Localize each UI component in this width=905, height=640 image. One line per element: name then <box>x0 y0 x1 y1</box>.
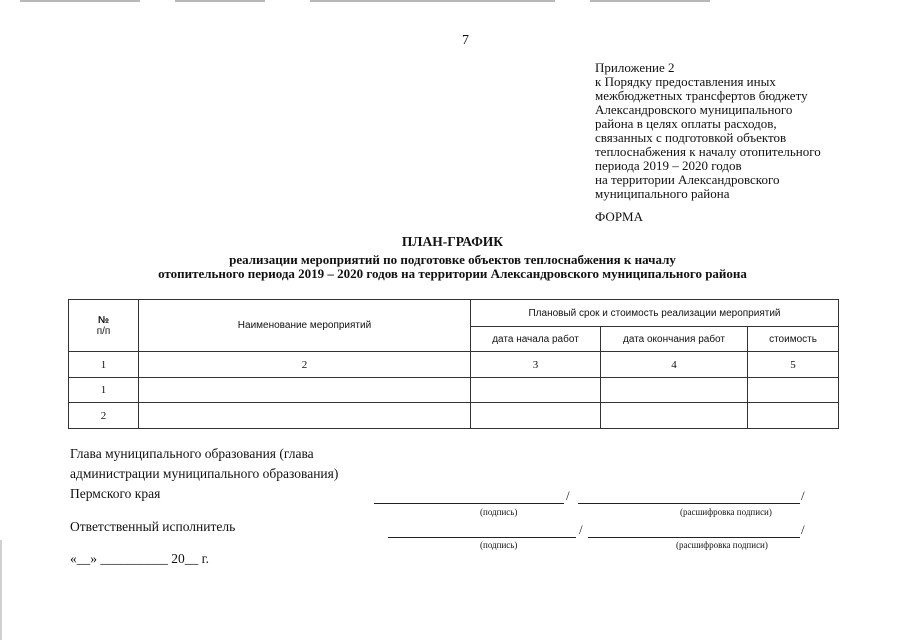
row-start-cell <box>471 403 601 429</box>
head-decoding-line <box>578 503 800 504</box>
row-end-cell <box>601 378 748 403</box>
appendix-line: Александровского муниципального <box>595 102 793 117</box>
scan-top-line <box>20 0 140 2</box>
form-label: ФОРМА <box>595 209 643 224</box>
subtitle-line-1: реализации мероприятий по подготовке объектов теплоснабжения к началу <box>229 252 676 267</box>
head-decoding-slash: / <box>801 488 805 503</box>
executor-signature-line <box>388 537 576 538</box>
header-num-symbol: № <box>97 314 110 326</box>
head-signatory-line-3: Пермского края <box>70 486 161 501</box>
appendix-line: Приложение 2 <box>595 60 675 75</box>
row-cost-cell <box>748 403 839 429</box>
table-index-row <box>69 352 839 378</box>
row-num-cell: 1 <box>69 378 139 403</box>
index-cell: 2 <box>139 352 471 378</box>
scan-top-line <box>175 0 265 2</box>
subtitle-line-2: отопительного периода 2019 – 2020 годов на территории Александровского муниципального района <box>158 266 747 281</box>
head-signatory-line-1: Глава муниципального образования (глава <box>70 446 314 461</box>
head-signature-line <box>374 503 564 504</box>
head-decoding-caption: (расшифровка подписи) <box>680 507 772 517</box>
appendix-line: района в целях оплаты расходов, <box>595 116 777 131</box>
row-name-cell <box>139 378 471 403</box>
table-row <box>69 403 839 429</box>
header-end-cell: дата окончания работ <box>601 327 748 352</box>
appendix-line: межбюджетных трансфертов бюджету <box>595 88 808 103</box>
header-cost-cell: стоимость <box>748 327 839 352</box>
index-cell: 3 <box>471 352 601 378</box>
scan-left-edge <box>0 540 2 640</box>
appendix-line: к Порядку предоставления иных <box>595 74 776 89</box>
executor-signature-caption: (подпись) <box>480 540 518 550</box>
appendix-line: теплоснабжения к началу отопительного <box>595 144 821 159</box>
scan-top-line <box>590 0 710 2</box>
row-start-cell <box>471 378 601 403</box>
header-start-cell: дата начала работ <box>471 327 601 352</box>
row-end-cell <box>601 403 748 429</box>
index-cell: 5 <box>748 352 839 378</box>
head-signature-slash: / <box>566 488 570 503</box>
appendix-line: периода 2019 – 2020 годов <box>595 158 742 173</box>
document-subtitle <box>0 253 905 281</box>
head-signature-caption: (подпись) <box>480 507 518 517</box>
date-line: «__» __________ 20__ г. <box>70 551 210 566</box>
row-name-cell <box>139 403 471 429</box>
table-row <box>69 378 839 403</box>
row-num-cell: 2 <box>69 403 139 429</box>
executor-decoding-caption: (расшифровка подписи) <box>676 540 768 550</box>
header-num-label: п/п <box>96 325 111 337</box>
header-group-cell: Плановый срок и стоимость реализации мероприятий <box>471 300 839 327</box>
head-signatory <box>70 444 338 504</box>
table-header-row <box>69 300 839 327</box>
plan-schedule-table <box>68 299 839 429</box>
appendix-line: на территории Александровского <box>595 172 780 187</box>
executor-decoding-line <box>588 537 800 538</box>
header-name-cell: Наименование мероприятий <box>139 300 471 352</box>
appendix-block <box>595 61 821 201</box>
document-title: ПЛАН-ГРАФИК <box>401 234 504 249</box>
index-cell: 4 <box>601 352 748 378</box>
appendix-line: муниципального района <box>595 186 730 201</box>
appendix-line: связанных с подготовкой объектов <box>595 130 787 145</box>
page-number: 7 <box>462 33 469 48</box>
index-cell: 1 <box>69 352 139 378</box>
header-num-cell <box>69 300 139 352</box>
executor-decoding-slash: / <box>801 522 805 537</box>
executor-label: Ответственный исполнитель <box>70 519 236 534</box>
executor-signature-slash: / <box>579 522 583 537</box>
head-signatory-line-2: администрации муниципального образования) <box>70 466 339 481</box>
scan-top-line <box>310 0 555 2</box>
row-cost-cell <box>748 378 839 403</box>
